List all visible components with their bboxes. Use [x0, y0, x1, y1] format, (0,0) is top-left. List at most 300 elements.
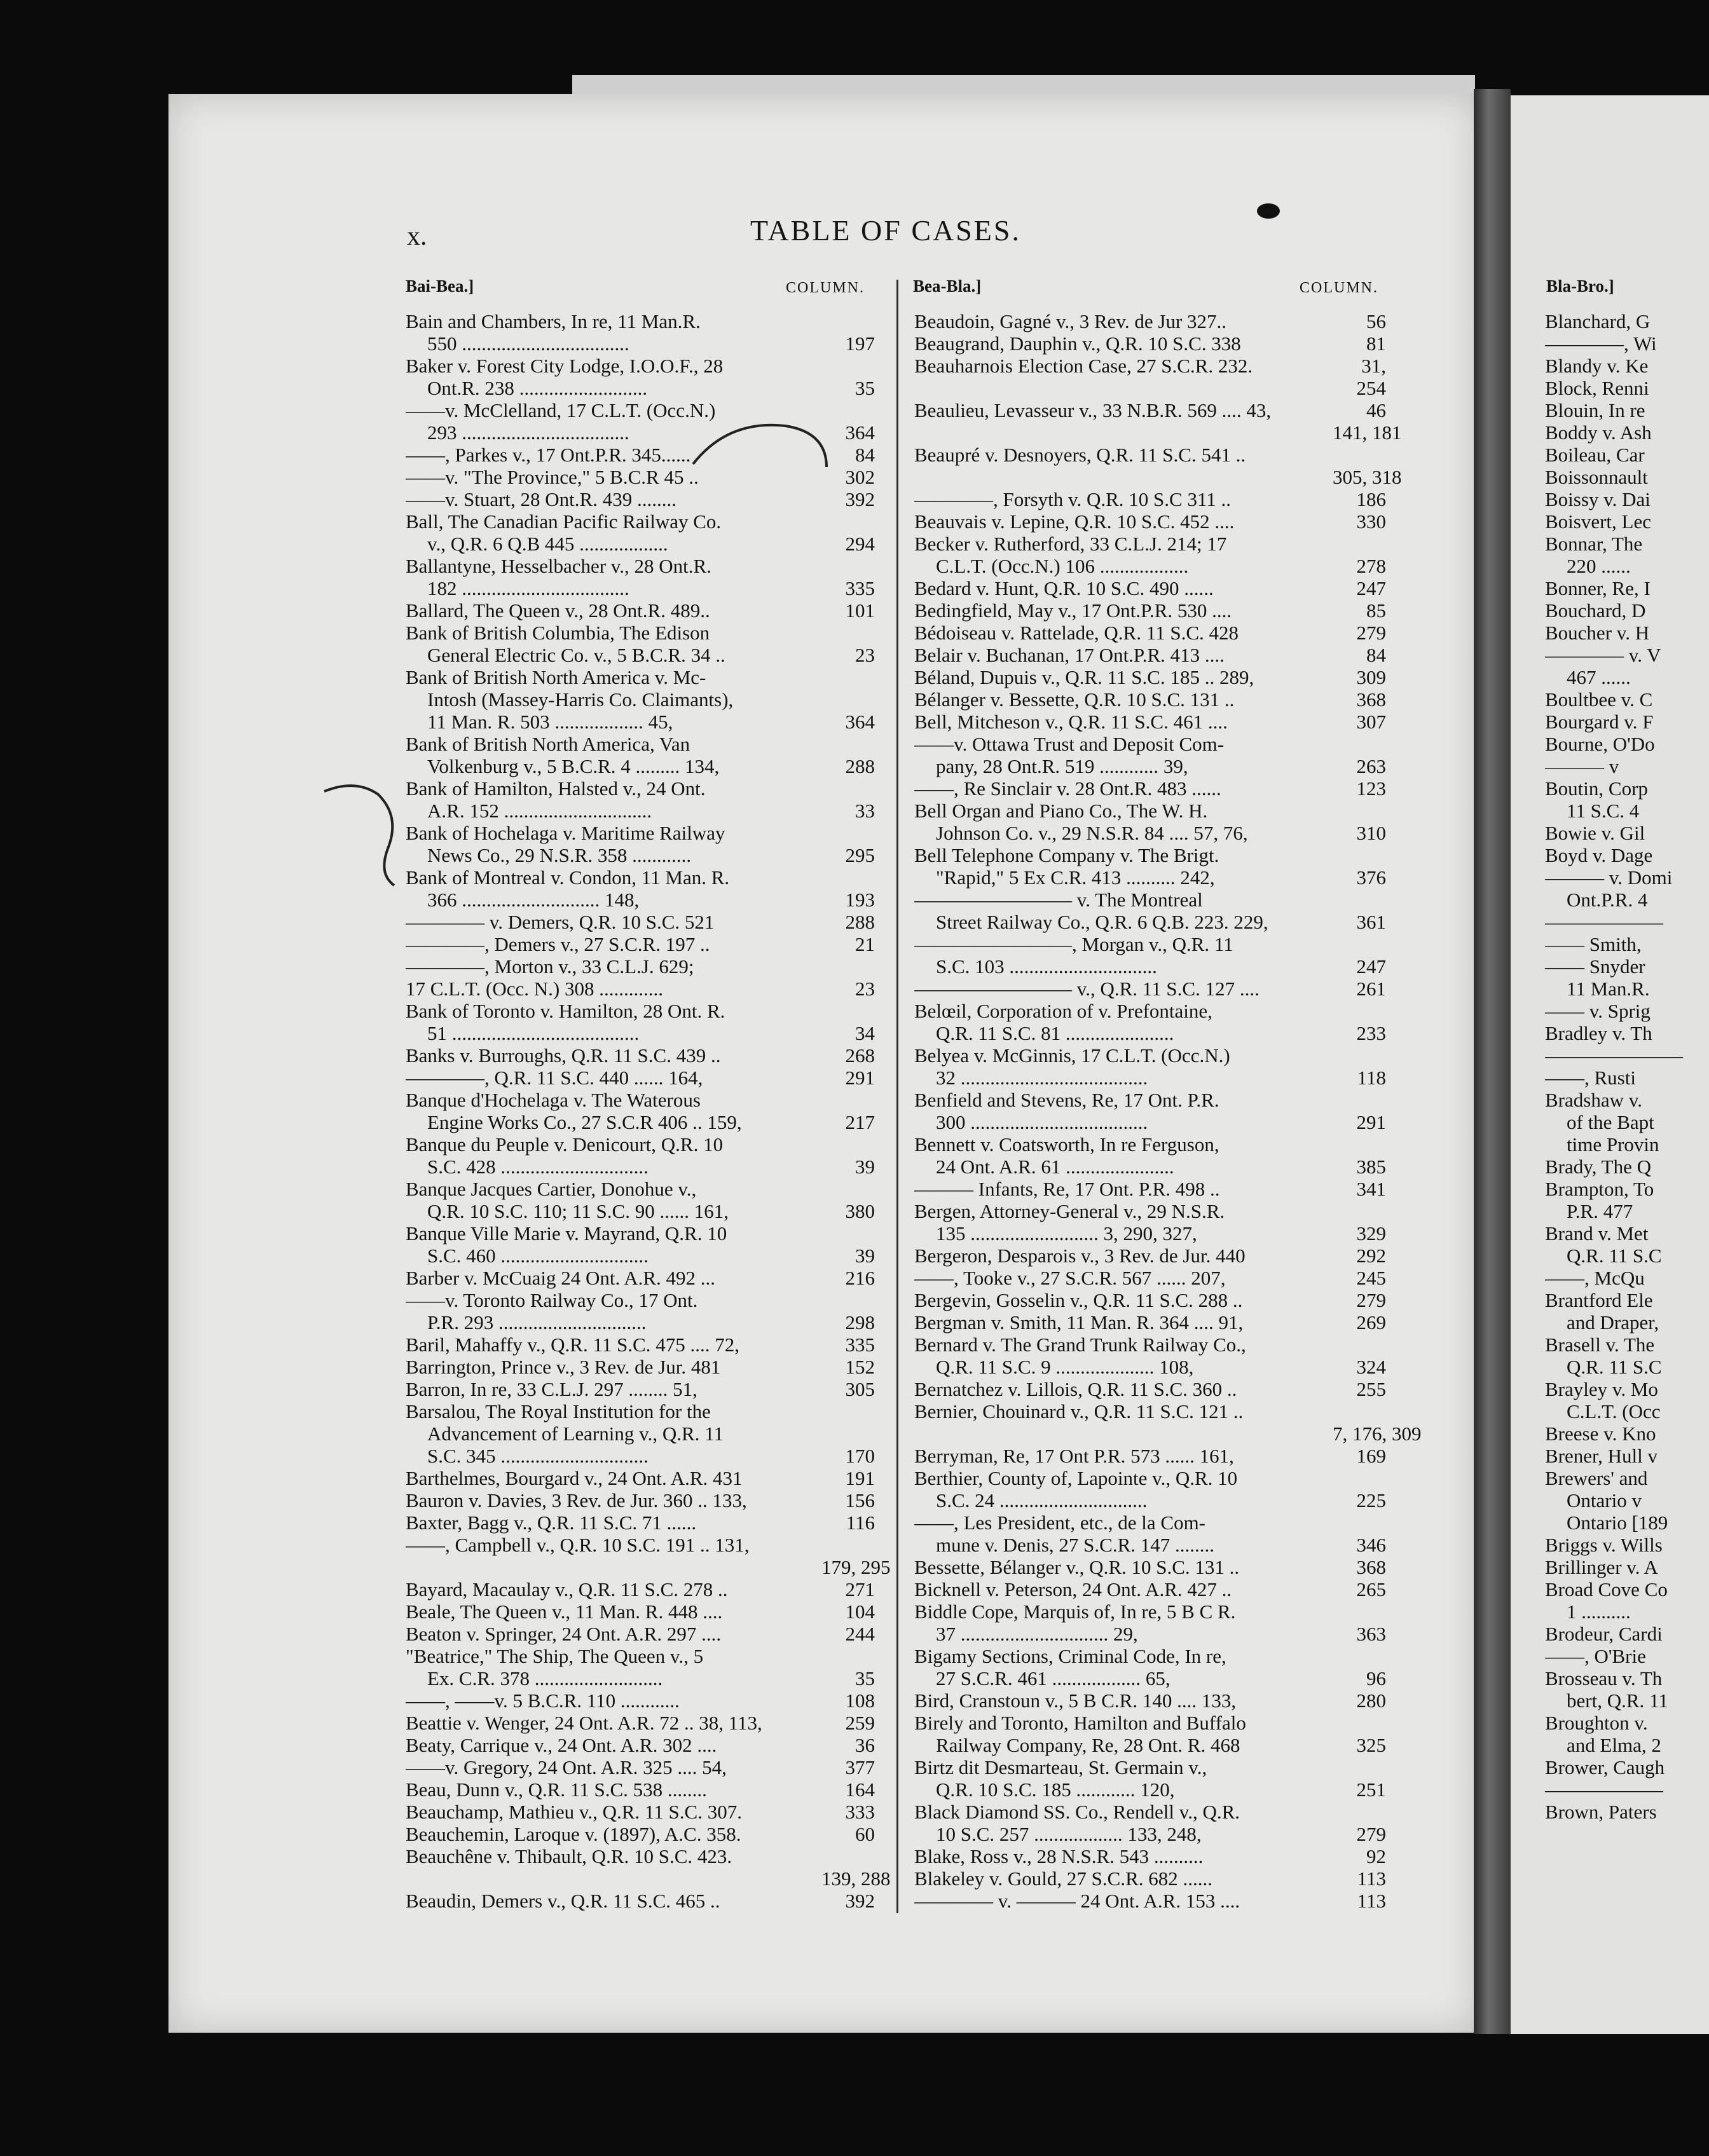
- column-reference: 280: [1356, 1689, 1386, 1712]
- case-entry: [1545, 1489, 1709, 1511]
- case-entry: [1545, 666, 1709, 688]
- column-reference: 251: [1356, 1778, 1386, 1801]
- case-citation: Bowie v. Gil: [1545, 822, 1645, 844]
- case-citation: Boissy v. Dai: [1545, 488, 1651, 510]
- column-reference: 191: [845, 1467, 875, 1489]
- case-entry: [1545, 733, 1709, 755]
- case-entry: [406, 733, 877, 755]
- case-citation: ————————, Morgan v., Q.R. 11: [914, 933, 1233, 955]
- case-entry: [1545, 978, 1709, 1000]
- column-reference: 84: [855, 444, 875, 466]
- column-reference: 113: [1357, 1867, 1386, 1890]
- case-entry: [406, 377, 877, 399]
- case-citation: Block, Renni: [1545, 377, 1649, 399]
- case-citation: Brewers' and: [1545, 1467, 1648, 1489]
- column-reference: 325: [1356, 1734, 1386, 1756]
- case-citation: Blake, Ross v., 28 N.S.R. 543 ..........: [914, 1845, 1204, 1867]
- case-citation: Blanchard, G: [1545, 310, 1651, 332]
- case-entry: [1545, 1089, 1709, 1111]
- column-reference: 263: [1356, 755, 1386, 777]
- case-citation: Bouchard, D: [1545, 599, 1646, 622]
- case-entry: [406, 777, 877, 800]
- column-reference: 170: [845, 1445, 875, 1467]
- case-citation: Bell Organ and Piano Co., The W. H.: [914, 800, 1208, 822]
- case-citation: Beauvais v. Lepine, Q.R. 10 S.C. 452 ....: [914, 510, 1235, 533]
- case-entry: [406, 800, 877, 822]
- case-entry: [914, 355, 1389, 377]
- case-citation: Bigamy Sections, Criminal Code, In re,: [914, 1645, 1226, 1667]
- case-entry: [406, 332, 877, 355]
- case-entry: [406, 1289, 877, 1311]
- case-entry: [914, 1712, 1389, 1734]
- case-entry: [406, 1556, 891, 1578]
- column-reference: 46: [1366, 399, 1386, 421]
- case-entry: [914, 1356, 1389, 1378]
- column-a-column-label: COLUMN.: [786, 280, 865, 296]
- column-reference: 116: [846, 1511, 875, 1534]
- case-entry: [1545, 1311, 1709, 1334]
- column-reference: 305, 318: [1333, 466, 1402, 488]
- case-citation: Volkenburg v., 5 B.C.R. 4 ......... 134,: [427, 755, 720, 777]
- case-entry: [1545, 1222, 1709, 1245]
- case-entry: [914, 1489, 1389, 1511]
- column-reference: 330: [1356, 510, 1386, 533]
- column-reference: 259: [845, 1712, 875, 1734]
- case-entry: [1545, 711, 1709, 733]
- case-entry: [914, 599, 1389, 622]
- column-reference: 279: [1356, 622, 1386, 644]
- case-entry: [1545, 1445, 1709, 1467]
- ink-blot-mark: [1253, 198, 1284, 224]
- case-citation: time Provin: [1567, 1133, 1659, 1156]
- column-reference: 21: [855, 933, 875, 955]
- case-entry: [1545, 1200, 1709, 1222]
- case-entry: [406, 1334, 877, 1356]
- column-reference: 96: [1366, 1667, 1386, 1689]
- case-citation: Beattie v. Wenger, 24 Ont. A.R. 72 .. 38, 113,: [406, 1712, 762, 1734]
- case-entry: [1545, 844, 1709, 866]
- case-entry: [406, 1044, 877, 1067]
- case-entry: [914, 1823, 1389, 1845]
- case-entry: [406, 1267, 877, 1289]
- column-reference: 225: [1356, 1489, 1386, 1511]
- case-citation: Beauchemin, Laroque v. (1897), A.C. 358.: [406, 1823, 741, 1845]
- case-entry: [914, 488, 1389, 510]
- case-entry: [914, 666, 1389, 688]
- column-reference: 254: [1356, 377, 1386, 399]
- case-entry: [914, 889, 1389, 911]
- case-entry: [1545, 1356, 1709, 1378]
- case-entry: [406, 555, 877, 577]
- case-citation: Blakeley v. Gould, 27 S.C.R. 682 ......: [914, 1867, 1213, 1890]
- case-entry: [406, 1022, 877, 1044]
- case-entry: [914, 1067, 1389, 1089]
- case-entry: [914, 466, 1402, 488]
- case-entry: [1545, 1245, 1709, 1267]
- column-reference: 123: [1356, 777, 1386, 800]
- case-entry: [1545, 1534, 1709, 1556]
- case-entry: [1545, 822, 1709, 844]
- case-citation: 11 Man. R. 503 .................. 45,: [427, 711, 673, 733]
- case-entry: [406, 1245, 877, 1267]
- case-citation: and Elma, 2: [1567, 1734, 1661, 1756]
- column-reference: 288: [845, 911, 875, 933]
- case-entry: [406, 1489, 877, 1511]
- case-entry: [406, 599, 877, 622]
- case-index-column-b: [914, 310, 1422, 1912]
- case-citation: Blouin, In re: [1545, 399, 1645, 421]
- column-reference: 31,: [1361, 355, 1386, 377]
- case-entry: [914, 866, 1389, 889]
- case-citation: Bank of Toronto v. Hamilton, 28 Ont. R.: [406, 1000, 725, 1022]
- case-citation: Bernatchez v. Lillois, Q.R. 11 S.C. 360 ..: [914, 1378, 1237, 1400]
- case-entry: [1545, 1267, 1709, 1289]
- case-entry: [1545, 800, 1709, 822]
- case-citation: 11 Man.R.: [1567, 978, 1650, 1000]
- case-entry: [1545, 310, 1709, 332]
- case-entry: [914, 1267, 1389, 1289]
- case-citation: Brayley v. Mo: [1545, 1378, 1658, 1400]
- column-reference: 255: [1356, 1378, 1386, 1400]
- case-citation: Beaulieu, Levasseur v., 33 N.B.R. 569 .... 43,: [914, 399, 1272, 421]
- case-citation: ———— v. Demers, Q.R. 10 S.C. 521: [406, 911, 715, 933]
- case-citation: 1 ..........: [1567, 1600, 1631, 1623]
- column-reference: 179, 295: [821, 1556, 891, 1578]
- case-citation: C.L.T. (Occ.N.) 106 ..................: [936, 555, 1189, 577]
- case-entry: [1545, 622, 1709, 644]
- column-reference: 34: [855, 1022, 875, 1044]
- case-citation: 550 ..................................: [427, 332, 629, 355]
- case-entry: [914, 310, 1389, 332]
- case-entry: [406, 510, 877, 533]
- case-entry: [914, 1178, 1389, 1200]
- case-citation: Bennett v. Coatsworth, In re Ferguson,: [914, 1133, 1219, 1156]
- case-citation: Barthelmes, Bourgard v., 24 Ont. A.R. 431: [406, 1467, 743, 1489]
- case-citation: Ballard, The Queen v., 28 Ont.R. 489..: [406, 599, 710, 622]
- case-citation: ————, Wi: [1545, 332, 1657, 355]
- column-reference: 84: [1366, 644, 1386, 666]
- case-entry: [406, 1000, 877, 1022]
- case-entry: [914, 911, 1389, 933]
- case-citation: Banque Jacques Cartier, Donohue v.,: [406, 1178, 697, 1200]
- case-citation: Bessette, Bélanger v., Q.R. 10 S.C. 131 ..: [914, 1556, 1240, 1578]
- case-citation: Boddy v. Ash: [1545, 421, 1652, 444]
- column-reference: 81: [1366, 332, 1386, 355]
- case-citation: Bank of Hochelaga v. Maritime Railway: [406, 822, 725, 844]
- case-entry: [914, 1423, 1422, 1445]
- case-entry: [406, 1645, 877, 1667]
- column-reference: 85: [1366, 599, 1386, 622]
- case-citation: Ont.P.R. 4: [1567, 889, 1648, 911]
- column-reference: 269: [1356, 1311, 1386, 1334]
- case-entry: [914, 1156, 1389, 1178]
- case-citation: Baril, Mahaffy v., Q.R. 11 S.C. 475 .... 72,: [406, 1334, 739, 1356]
- case-citation: Engine Works Co., 27 S.C.R 406 .. 159,: [427, 1111, 742, 1133]
- case-citation: S.C. 428 ..............................: [427, 1156, 649, 1178]
- case-citation: 10 S.C. 257 .................. 133, 248,: [936, 1823, 1202, 1845]
- case-citation: ——v. Toronto Railway Co., 17 Ont.: [406, 1289, 698, 1311]
- case-citation: P.R. 293 ..............................: [427, 1311, 647, 1334]
- case-entry: [914, 1534, 1389, 1556]
- case-citation: ——, Campbell v., Q.R. 10 S.C. 191 .. 131,: [406, 1534, 750, 1556]
- case-entry: [406, 1867, 891, 1890]
- column-reference: 305: [845, 1378, 875, 1400]
- column-a-section-range: Bai-Bea.]: [406, 276, 474, 296]
- case-citation: Beauchamp, Mathieu v., Q.R. 11 S.C. 307.: [406, 1801, 742, 1823]
- case-entry: [406, 955, 877, 978]
- case-citation: Bank of British North America, Van: [406, 733, 690, 755]
- case-entry: [914, 955, 1389, 978]
- case-citation: Bergen, Attorney-General v., 29 N.S.R.: [914, 1200, 1225, 1222]
- case-citation: Béland, Dupuis v., Q.R. 11 S.C. 185 .. 289,: [914, 666, 1254, 688]
- column-reference: 164: [845, 1778, 875, 1801]
- case-entry: [1545, 1156, 1709, 1178]
- case-entry: [406, 1600, 877, 1623]
- case-entry: [914, 1890, 1389, 1912]
- column-reference: 333: [845, 1801, 875, 1823]
- case-citation: Brantford Ele: [1545, 1289, 1653, 1311]
- case-citation: Street Railway Co., Q.R. 6 Q.B. 223. 229,: [936, 911, 1268, 933]
- case-entry: [1545, 1756, 1709, 1778]
- case-entry: [406, 1756, 877, 1778]
- case-citation: 24 Ont. A.R. 61 ......................: [936, 1156, 1174, 1178]
- case-citation: ——, Parkes v., 17 Ont.P.R. 345......: [406, 444, 691, 466]
- column-reference: 56: [1366, 310, 1386, 332]
- case-citation: Boissonnault: [1545, 466, 1648, 488]
- case-citation: Brady, The Q: [1545, 1156, 1652, 1178]
- case-entry: [406, 533, 877, 555]
- case-entry: [406, 1156, 877, 1178]
- case-citation: 11 S.C. 4: [1567, 800, 1640, 822]
- case-entry: [1545, 933, 1709, 955]
- case-entry: [1545, 777, 1709, 800]
- column-reference: 346: [1356, 1534, 1386, 1556]
- column-reference: 364: [845, 421, 875, 444]
- case-citation: Bonner, Re, I: [1545, 577, 1651, 599]
- case-entry: [914, 399, 1389, 421]
- case-citation: —— Smith,: [1545, 933, 1642, 955]
- case-citation: Ball, The Canadian Pacific Railway Co.: [406, 510, 722, 533]
- case-citation: Barsalou, The Royal Institution for the: [406, 1400, 711, 1423]
- case-citation: Bank of Hamilton, Halsted v., 24 Ont.: [406, 777, 706, 800]
- case-citation: ——— v. Domi: [1545, 866, 1673, 889]
- case-citation: Beaton v. Springer, 24 Ont. A.R. 297 ....: [406, 1623, 722, 1645]
- column-c-section-range: Bla-Bro.]: [1546, 276, 1614, 296]
- case-citation: Ex. C.R. 378 ..........................: [427, 1667, 663, 1689]
- case-entry: [406, 1467, 877, 1489]
- column-b-column-label: COLUMN.: [1300, 280, 1379, 296]
- case-citation: Bergman v. Smith, 11 Man. R. 364 .... 91,: [914, 1311, 1244, 1334]
- case-citation: General Electric Co. v., 5 B.C.R. 34 ..: [427, 644, 725, 666]
- case-citation: 467 ......: [1567, 666, 1631, 688]
- case-citation: ————, Forsyth v. Q.R. 10 S.C 311 ..: [914, 488, 1232, 510]
- case-entry: [406, 310, 877, 332]
- case-entry: [406, 1823, 877, 1845]
- column-reference: 392: [845, 488, 875, 510]
- column-reference: 278: [1356, 555, 1386, 577]
- column-reference: 108: [845, 1689, 875, 1712]
- case-entry: [406, 1378, 877, 1400]
- case-entry: [406, 1734, 877, 1756]
- case-entry: [914, 555, 1389, 577]
- case-entry: [406, 1089, 877, 1111]
- case-entry: [914, 1689, 1389, 1712]
- case-entry: [406, 822, 877, 844]
- case-citation: Bédoiseau v. Rattelade, Q.R. 11 S.C. 428: [914, 622, 1239, 644]
- column-reference: 298: [845, 1311, 875, 1334]
- case-citation: ———— v. ——— 24 Ont. A.R. 153 ....: [914, 1890, 1240, 1912]
- handwritten-bracket-mark: [318, 779, 420, 887]
- case-entry: [406, 488, 877, 510]
- column-reference: 392: [845, 1890, 875, 1912]
- column-reference: 361: [1356, 911, 1386, 933]
- case-citation: Bank of Montreal v. Condon, 11 Man. R.: [406, 866, 730, 889]
- case-citation: 300 ....................................: [936, 1111, 1148, 1133]
- case-entry: [914, 421, 1402, 444]
- case-citation: ——, Re Sinclair v. 28 Ont.R. 483 ......: [914, 777, 1221, 800]
- case-entry: [914, 1578, 1389, 1600]
- case-citation: Brosseau v. Th: [1545, 1667, 1663, 1689]
- case-entry: [914, 1778, 1389, 1801]
- column-reference: 307: [1356, 711, 1386, 733]
- case-entry: [1545, 421, 1709, 444]
- case-entry: [914, 688, 1389, 711]
- case-entry: [406, 711, 877, 733]
- case-citation: Bank of British North America v. Mc-: [406, 666, 706, 688]
- case-entry: [914, 1400, 1389, 1423]
- case-entry: [914, 1756, 1389, 1778]
- case-entry: [914, 1111, 1389, 1133]
- case-entry: [914, 755, 1389, 777]
- case-entry: [914, 1467, 1389, 1489]
- case-entry: [406, 1845, 877, 1867]
- book-gutter: [1474, 89, 1511, 2034]
- case-entry: [1545, 577, 1709, 599]
- case-citation: Bedard v. Hunt, Q.R. 10 S.C. 490 ......: [914, 577, 1214, 599]
- case-citation: ——v. Stuart, 28 Ont.R. 439 ........: [406, 488, 676, 510]
- case-entry: [1545, 1423, 1709, 1445]
- case-citation: Advancement of Learning v., Q.R. 11: [427, 1423, 724, 1445]
- case-citation: of the Bapt: [1567, 1111, 1654, 1133]
- case-entry: [406, 978, 877, 1000]
- column-reference: 233: [1356, 1022, 1386, 1044]
- case-entry: [406, 1067, 877, 1089]
- case-entry: [914, 1445, 1389, 1467]
- case-entry: [406, 1511, 877, 1534]
- case-entry: [406, 1356, 877, 1378]
- case-entry: [1545, 1044, 1709, 1067]
- case-entry: [1545, 889, 1709, 911]
- case-entry: [914, 777, 1389, 800]
- case-citation: Brampton, To: [1545, 1178, 1654, 1200]
- case-entry: [1545, 1022, 1709, 1044]
- case-citation: ——————: [1545, 1778, 1663, 1801]
- case-entry: [1545, 1689, 1709, 1712]
- case-citation: 17 C.L.T. (Occ. N.) 308 .............: [406, 978, 663, 1000]
- case-citation: Brown, Paters: [1545, 1801, 1657, 1823]
- case-citation: Banque d'Hochelaga v. The Waterous: [406, 1089, 701, 1111]
- column-reference: 244: [845, 1623, 875, 1645]
- case-citation: Q.R. 11 S.C: [1567, 1245, 1662, 1267]
- case-citation: Broad Cove Co: [1545, 1578, 1668, 1600]
- column-reference: 113: [1357, 1890, 1386, 1912]
- case-entry: [914, 510, 1389, 533]
- case-entry: [1545, 1378, 1709, 1400]
- case-entry: [1545, 1734, 1709, 1756]
- case-entry: [914, 1556, 1389, 1578]
- column-reference: 329: [1356, 1222, 1386, 1245]
- case-entry: [406, 1133, 877, 1156]
- column-reference: 385: [1356, 1156, 1386, 1178]
- case-entry: [406, 1801, 877, 1823]
- case-citation: Banks v. Burroughs, Q.R. 11 S.C. 439 ..: [406, 1044, 721, 1067]
- case-entry: [914, 1200, 1389, 1222]
- case-entry: [406, 755, 877, 777]
- column-reference: 376: [1356, 866, 1386, 889]
- case-entry: [914, 1623, 1389, 1645]
- column-reference: 193: [845, 889, 875, 911]
- column-reference: 7, 176, 309: [1333, 1423, 1422, 1445]
- case-citation: Intosh (Massey-Harris Co. Claimants),: [427, 688, 734, 711]
- case-citation: Bradshaw v.: [1545, 1089, 1642, 1111]
- case-citation: Birtz dit Desmarteau, St. Germain v.,: [914, 1756, 1207, 1778]
- case-citation: Belyea v. McGinnis, 17 C.L.T. (Occ.N.): [914, 1044, 1230, 1067]
- case-citation: Bergevin, Gosselin v., Q.R. 11 S.C. 288 ..: [914, 1289, 1243, 1311]
- case-citation: Bourgard v. F: [1545, 711, 1654, 733]
- case-citation: ———————— v. The Montreal: [914, 889, 1203, 911]
- case-citation: "Rapid," 5 Ex C.R. 413 .......... 242,: [936, 866, 1215, 889]
- case-citation: Biddle Cope, Marquis of, In re, 5 B C R.: [914, 1600, 1236, 1623]
- case-citation: ——v. McClelland, 17 C.L.T. (Occ.N.): [406, 399, 716, 421]
- case-citation: Beale, The Queen v., 11 Man. R. 448 ....: [406, 1600, 723, 1623]
- column-reference: 216: [845, 1267, 875, 1289]
- case-citation: Barron, In re, 33 C.L.J. 297 ........ 51,: [406, 1378, 697, 1400]
- column-reference: 292: [1356, 1245, 1386, 1267]
- case-entry: [1545, 1334, 1709, 1356]
- case-entry: [1545, 533, 1709, 555]
- case-entry: [914, 1022, 1389, 1044]
- case-entry: [1545, 377, 1709, 399]
- case-citation: Beaupré v. Desnoyers, Q.R. 11 S.C. 541 ..: [914, 444, 1246, 466]
- case-entry: [914, 1000, 1389, 1022]
- case-entry: [1545, 599, 1709, 622]
- column-reference: 271: [845, 1578, 875, 1600]
- column-reference: 247: [1356, 955, 1386, 978]
- case-entry: [406, 1578, 877, 1600]
- case-entry: [914, 444, 1389, 466]
- column-reference: 368: [1356, 1556, 1386, 1578]
- case-citation: ——————: [1545, 911, 1663, 933]
- case-entry: [406, 644, 877, 666]
- case-entry: [406, 1423, 877, 1445]
- case-citation: Brillinger v. A: [1545, 1556, 1658, 1578]
- column-reference: 324: [1356, 1356, 1386, 1378]
- case-entry: [406, 911, 877, 933]
- column-reference: 35: [855, 1667, 875, 1689]
- case-citation: Bell Telephone Company v. The Brigt.: [914, 844, 1219, 866]
- column-reference: 291: [1356, 1111, 1386, 1133]
- case-citation: Benfield and Stevens, Re, 17 Ont. P.R.: [914, 1089, 1219, 1111]
- column-reference: 101: [845, 599, 875, 622]
- column-reference: 279: [1356, 1823, 1386, 1845]
- case-entry: [914, 1245, 1389, 1267]
- case-entry: [914, 1845, 1389, 1867]
- case-citation: Beau, Dunn v., Q.R. 11 S.C. 538 ........: [406, 1778, 707, 1801]
- case-citation: Belœil, Corporation of v. Prefontaine,: [914, 1000, 1212, 1022]
- case-entry: [406, 1200, 877, 1222]
- case-citation: Baxter, Bagg v., Q.R. 11 S.C. 71 ......: [406, 1511, 697, 1534]
- case-citation: Boisvert, Lec: [1545, 510, 1652, 533]
